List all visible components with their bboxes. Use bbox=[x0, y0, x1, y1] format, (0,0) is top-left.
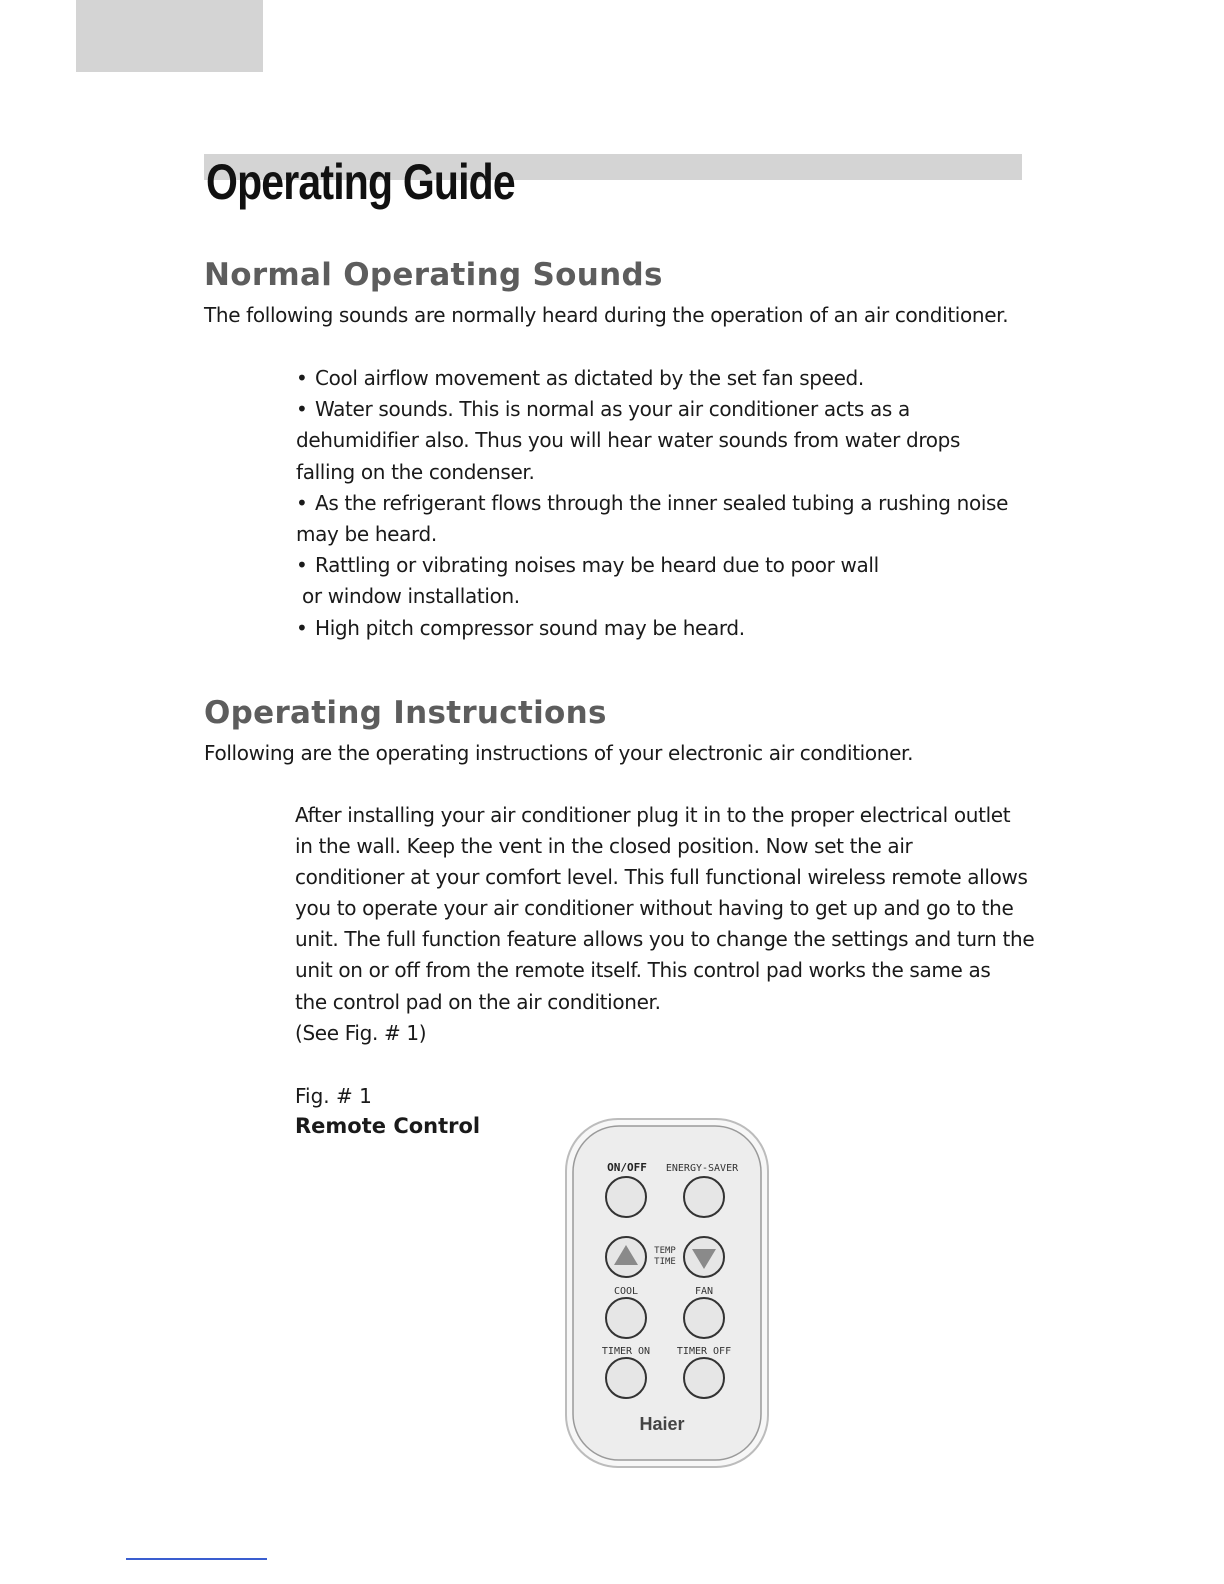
bullet-text: Water sounds. This is normal as your air conditioner acts as a bbox=[315, 397, 910, 422]
fan-label: FAN bbox=[694, 1286, 714, 1297]
paragraph-line: unit. The full function feature allows you to change the settings and turn the bbox=[295, 927, 1035, 952]
time-label: TIME bbox=[654, 1257, 676, 1267]
paragraph-line: in the wall. Keep the vent in the closed position. Now set the air bbox=[295, 834, 913, 859]
paragraph-line: After installing your air conditioner plug it in to the proper electrical outlet bbox=[295, 803, 1011, 827]
page-title: Operating Guide bbox=[206, 154, 515, 210]
instructions-intro: Following are the operating instructions of your electronic air conditioner. bbox=[204, 741, 914, 765]
bullet-text: As the refrigerant flows through the inner sealed tubing a rushing noise bbox=[315, 490, 1009, 515]
list-item bbox=[296, 363, 1008, 394]
cool-button[interactable] bbox=[606, 1298, 646, 1338]
brand-logo: Haier bbox=[639, 1414, 685, 1434]
figure-label: Fig. # 1 bbox=[295, 1084, 372, 1108]
paragraph-line: the control pad on the air conditioner. bbox=[295, 989, 661, 1014]
bullet-text: Rattling or vibrating noises may be heard due to poor wall bbox=[315, 553, 879, 578]
timer-off-label: TIMER OFF bbox=[676, 1346, 732, 1357]
list-item bbox=[296, 613, 1008, 644]
timer-off-button[interactable] bbox=[684, 1358, 724, 1398]
list-item bbox=[296, 488, 1008, 550]
energy-saver-label: ENERGY-SAVER bbox=[665, 1163, 739, 1174]
paragraph-line: (See Fig. # 1) bbox=[295, 1020, 427, 1045]
bullet-icon: • bbox=[296, 397, 308, 422]
remote-control-illustration bbox=[564, 1117, 770, 1469]
paragraph-line: unit on or off from the remote itself. This control pad works the same as bbox=[295, 958, 991, 983]
bullet-icon: • bbox=[296, 615, 308, 640]
list-item bbox=[296, 550, 1008, 612]
sounds-list bbox=[296, 363, 1008, 644]
temp-label: TEMP bbox=[654, 1246, 676, 1256]
instructions-paragraph bbox=[295, 800, 1034, 1049]
timer-on-label: TIMER ON bbox=[601, 1346, 651, 1357]
sounds-heading: Normal Operating Sounds bbox=[204, 257, 663, 293]
bullet-text: falling on the condenser. bbox=[296, 459, 535, 484]
corner-tab bbox=[76, 0, 263, 72]
on-off-button[interactable] bbox=[606, 1177, 646, 1217]
energy-saver-button[interactable] bbox=[684, 1177, 724, 1217]
remote-control-figure bbox=[564, 1117, 770, 1469]
sounds-intro: The following sounds are normally heard during the operation of an air conditioner. bbox=[204, 303, 1009, 327]
instructions-heading: Operating Instructions bbox=[204, 695, 607, 731]
fan-button[interactable] bbox=[684, 1298, 724, 1338]
bullet-text: or window installation. bbox=[296, 584, 520, 609]
paragraph-line: conditioner at your comfort level. This full functional wireless remote allows bbox=[295, 865, 1028, 890]
list-item bbox=[296, 394, 1008, 488]
timer-on-button[interactable] bbox=[606, 1358, 646, 1398]
bullet-text: High pitch compressor sound may be heard. bbox=[315, 615, 745, 640]
cool-label: COOL bbox=[613, 1286, 639, 1297]
bullet-text: Cool airflow movement as dictated by the set fan speed. bbox=[315, 366, 864, 390]
bottom-link-underline bbox=[126, 1558, 267, 1560]
bullet-icon: • bbox=[296, 366, 308, 390]
on-off-label: ON/OFF bbox=[607, 1161, 647, 1174]
figure-caption: Remote Control bbox=[295, 1114, 481, 1138]
bullet-text: may be heard. bbox=[296, 522, 437, 547]
remote-inner-body bbox=[573, 1126, 761, 1460]
bullet-icon: • bbox=[296, 490, 308, 515]
bullet-text: dehumidifier also. Thus you will hear water sounds from water drops bbox=[296, 428, 961, 453]
bullet-icon: • bbox=[296, 553, 308, 578]
paragraph-line: you to operate your air conditioner without having to get up and go to the bbox=[295, 896, 1014, 921]
